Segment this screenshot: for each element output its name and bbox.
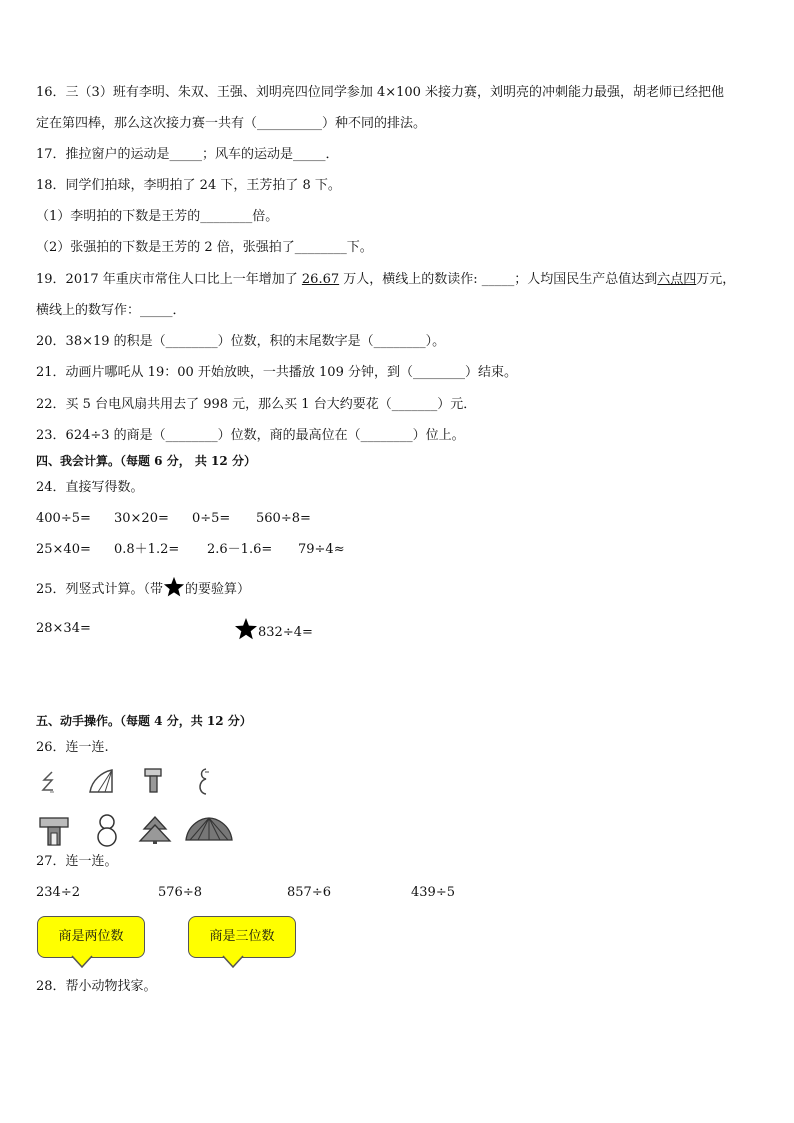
q25-stem xyxy=(36,576,250,599)
umbrella-icon xyxy=(184,816,234,842)
q16-line1: 16．三（3）班有李明、朱双、王强、刘明亮四位同学参加 4×100 米接力赛，刘明亮的冲刺能力最强，胡老师已经把他 xyxy=(36,85,725,100)
q18-sub1: （1）李明拍的下数是王芳的________倍。 xyxy=(36,209,279,224)
q24-r1-c4: 560÷8= xyxy=(256,511,311,526)
section5-heading: 五、动手操作。（每题 4 分，共 12 分） xyxy=(36,714,252,728)
bubble-tail xyxy=(221,955,245,969)
bubble-three-digit[interactable]: 商是三位数 xyxy=(188,916,296,958)
q19-line1 xyxy=(36,271,735,289)
q25-right-wrap xyxy=(234,617,313,642)
q20: 20．38×19 的积是（________）位数，积的末尾数字是（________）。 xyxy=(36,334,446,349)
q24-stem: 24．直接写得数。 xyxy=(36,480,144,495)
q19-number: 26.67 xyxy=(301,272,340,287)
q25-left: 28×34= xyxy=(36,621,91,636)
q25-stem-pre: 25．列竖式计算。（带 xyxy=(36,582,164,597)
q23: 23．624÷3 的商是（________）位数，商的最高位在（________）位上。 xyxy=(36,428,465,443)
q18-sub2: （2）张强拍的下数是王芳的 2 倍，张强拍了________下。 xyxy=(36,240,373,255)
star-icon xyxy=(234,617,258,641)
q24-r2-c4: 79÷4≈ xyxy=(298,542,345,557)
q24-r1-c3: 0÷5= xyxy=(192,511,231,526)
q28: 28．帮小动物找家。 xyxy=(36,979,157,994)
q19-line2: 横线上的数写作：_____． xyxy=(36,303,186,318)
q27-item-2: 576÷8 xyxy=(158,885,202,900)
q27-item-1: 234÷2 xyxy=(36,885,80,900)
tree-icon xyxy=(138,815,172,845)
q25-stem-post: 的要验算） xyxy=(185,582,251,597)
half-umbrella-icon xyxy=(88,768,114,796)
q17: 17．推拉窗户的运动是_____；风车的运动是_____． xyxy=(36,147,339,162)
star-icon xyxy=(163,576,185,598)
q24-r1-c1: 400÷5= xyxy=(36,511,91,526)
half-house-icon xyxy=(143,767,163,795)
q21: 21．动画片哪吒从 19：00 开始放映，一共播放 109 分钟，到（________）结束。 xyxy=(36,365,517,380)
q24-r2-c2: 0.8＋1.2= xyxy=(114,542,180,557)
q18-stem: 18．同学们拍球，李明拍了 24 下，王芳拍了 8 下。 xyxy=(36,178,341,193)
q25-right: 832÷4= xyxy=(258,625,313,640)
q24-r2-c3: 2.6－1.6= xyxy=(207,542,273,557)
q16-line2: 定在第四棒，那么这次接力赛一共有（__________）种不同的排法。 xyxy=(36,116,427,131)
q19-mid: 万人，横线上的数读作: _____；人均国民生产总值达到 xyxy=(339,272,658,287)
q24-r2-c1: 25×40= xyxy=(36,542,91,557)
section4-heading: 四、我会计算。（每题 6 分， 共 12 分） xyxy=(36,454,256,468)
half-gourd-icon xyxy=(196,767,212,797)
q27-item-3: 857÷6 xyxy=(287,885,331,900)
half-snowman-icon xyxy=(38,770,60,796)
house-icon xyxy=(38,815,70,847)
q27-item-4: 439÷5 xyxy=(411,885,455,900)
q19-words: 六点四 xyxy=(657,272,697,287)
q19-post: 万元， xyxy=(696,272,736,287)
bubble-tail xyxy=(70,955,94,969)
q27-stem: 27．连一连。 xyxy=(36,854,118,869)
q19-pre: 19．2017 年重庆市常住人口比上一年增加了 xyxy=(36,272,302,287)
snowman-icon xyxy=(95,813,119,847)
q24-r1-c2: 30×20= xyxy=(114,511,169,526)
q22: 22．买 5 台电风扇共用去了 998 元，那么买 1 台大约要花（_______）元． xyxy=(36,397,477,412)
bubble-two-digit[interactable]: 商是两位数 xyxy=(37,916,145,958)
q26-stem: 26．连一连. xyxy=(36,740,109,755)
